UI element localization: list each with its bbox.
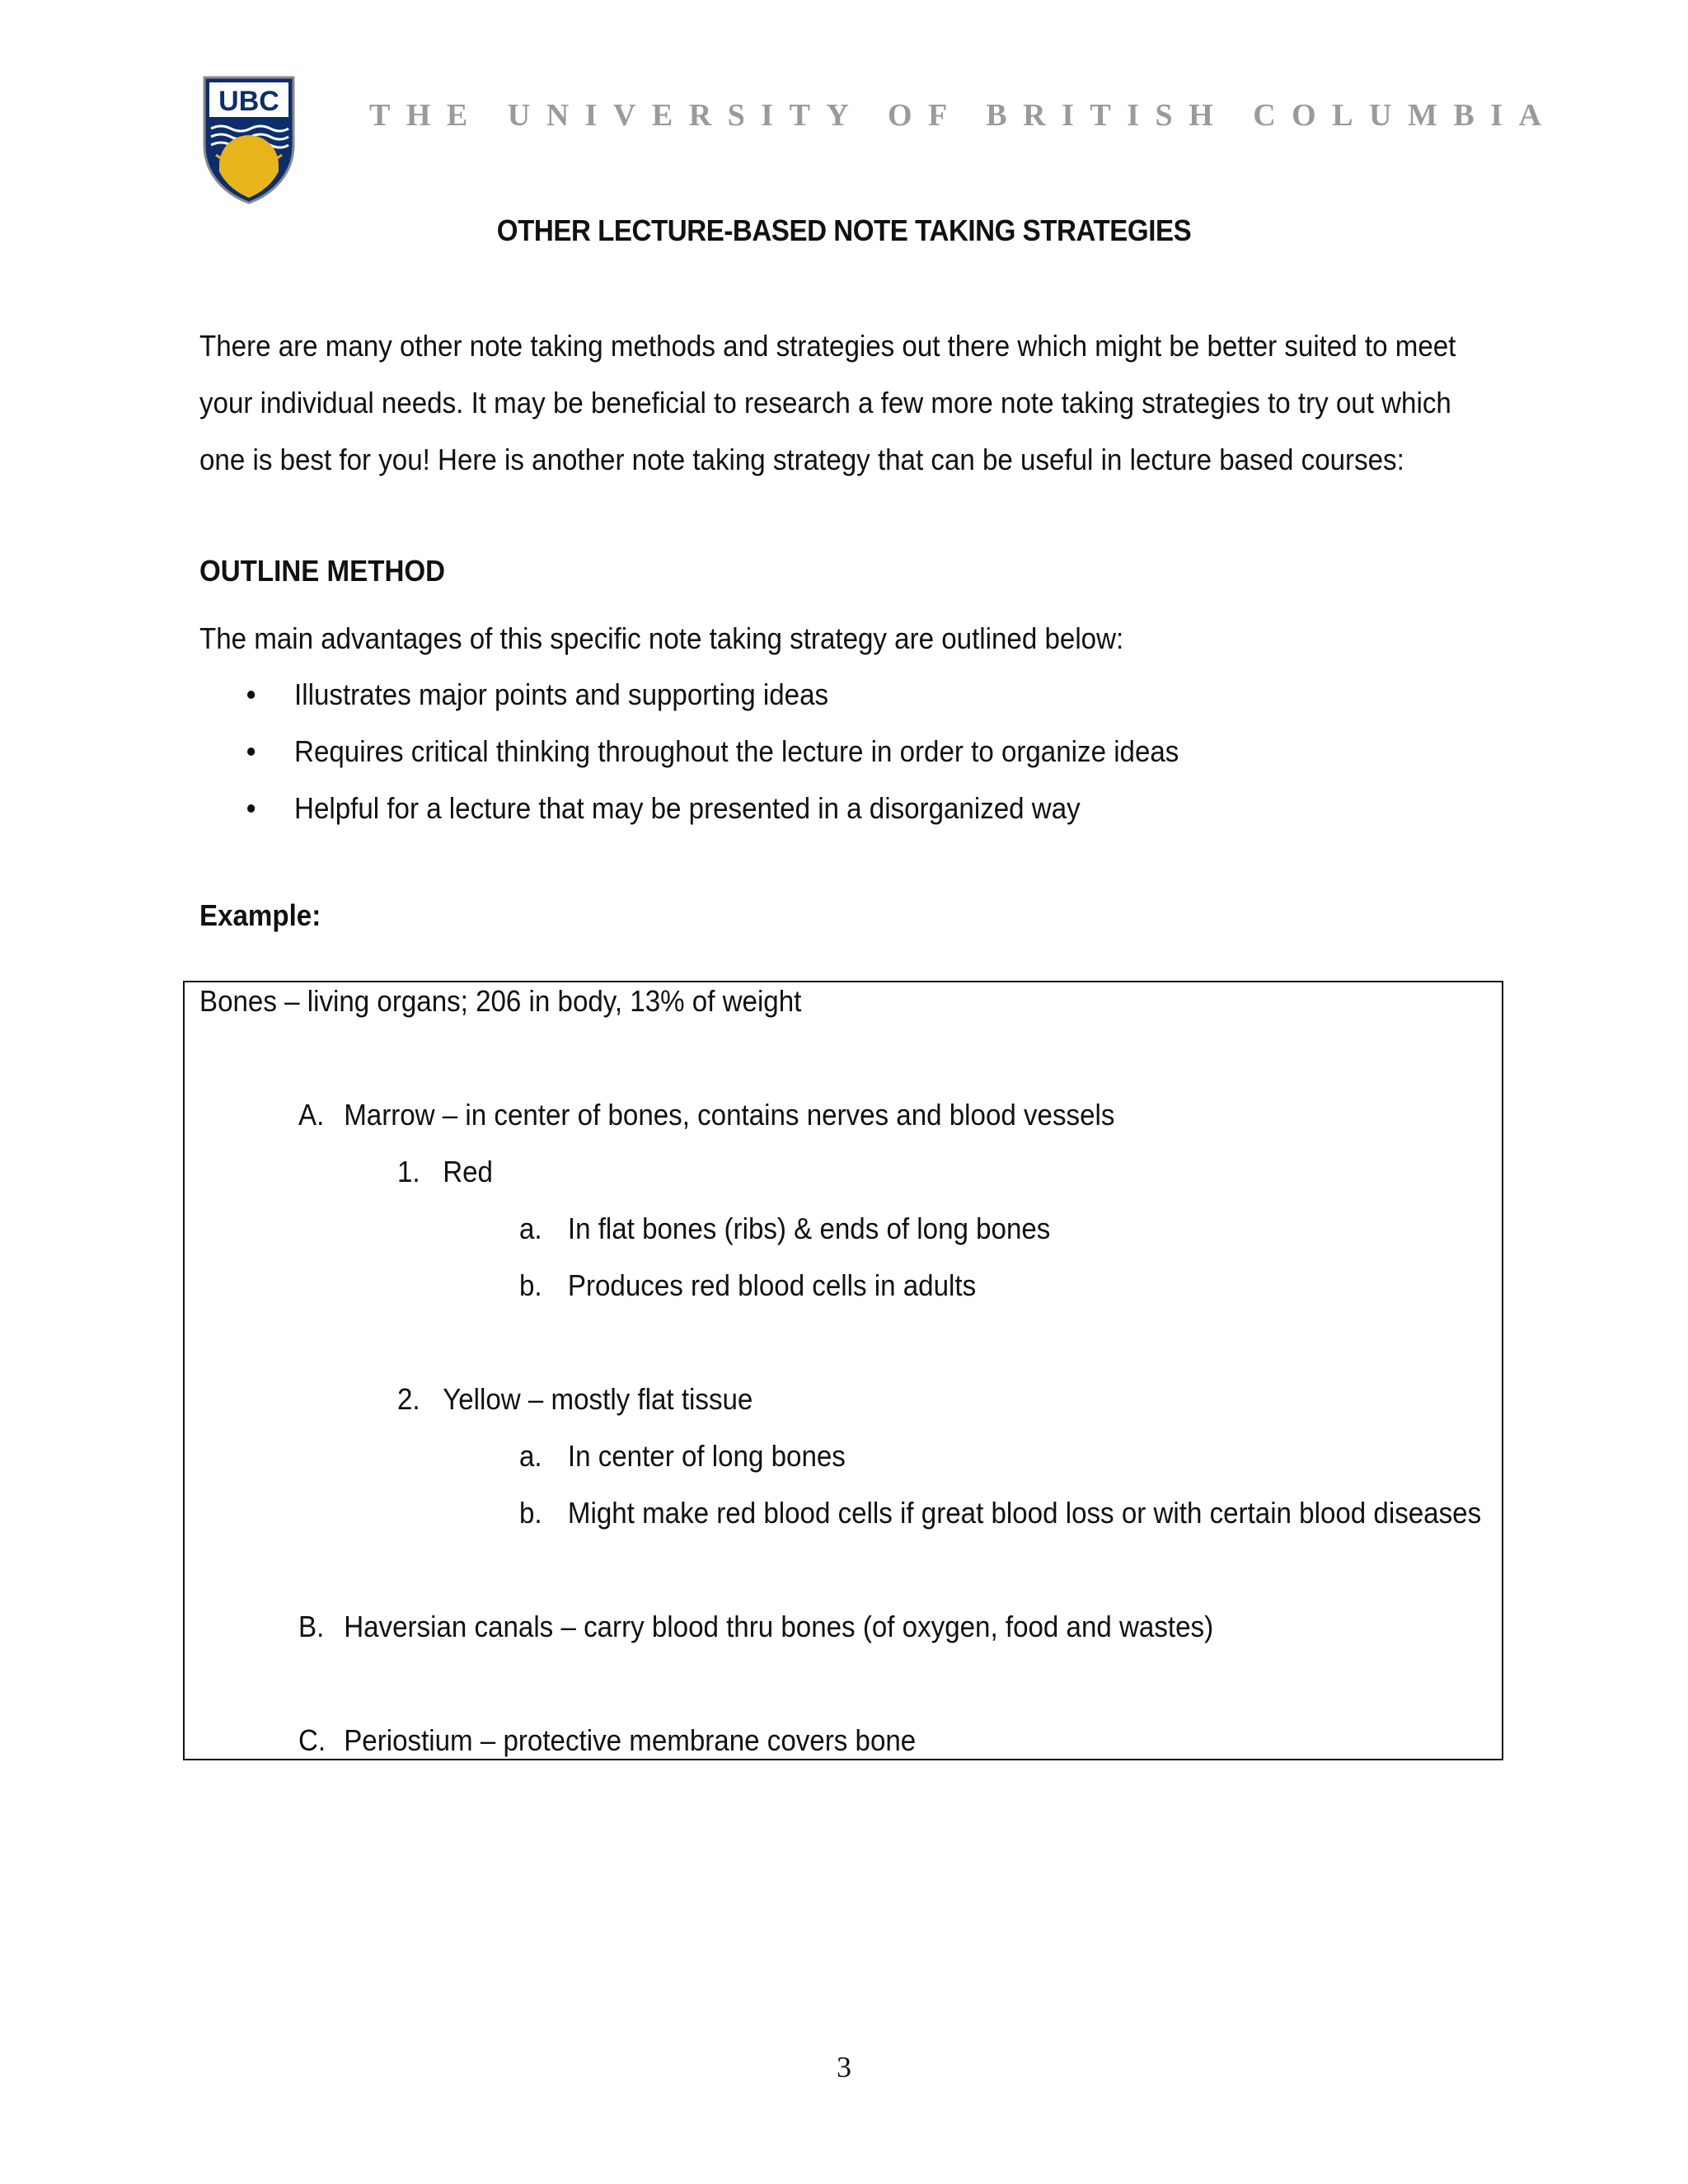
outline-item-A1a bbox=[519, 1212, 1050, 1246]
outline-text: Might make red blood cells if great blood loss or with certain blood diseases bbox=[567, 1496, 1482, 1530]
outline-item-A2b bbox=[519, 1496, 1481, 1530]
advantages-list bbox=[247, 666, 1179, 837]
outline-item-A1 bbox=[397, 1155, 493, 1189]
outline-text: Produces red blood cells in adults bbox=[567, 1268, 977, 1302]
outline-item-A bbox=[298, 1098, 1114, 1132]
example-topic: Bones – living organs; 206 in body, 13% of weight bbox=[199, 984, 802, 1018]
bullet-icon bbox=[247, 691, 255, 699]
list-item-text: Requires critical thinking throughout the lecture in order to organize ideas bbox=[294, 734, 1179, 768]
outline-marker: 1. bbox=[397, 1155, 420, 1188]
intro-line: There are many other note taking methods and strategies out there which might be better suited to meet bbox=[199, 329, 1456, 363]
list-item bbox=[247, 666, 1179, 723]
outline-text: In center of long bones bbox=[567, 1439, 846, 1473]
outline-item-C bbox=[298, 1723, 916, 1758]
list-item bbox=[247, 780, 1179, 837]
outline-item-A2 bbox=[397, 1382, 753, 1417]
outline-marker: a. bbox=[519, 1212, 542, 1245]
outline-text: Periostium – protective membrane covers bone bbox=[344, 1723, 917, 1757]
bullet-icon bbox=[247, 804, 255, 813]
intro-paragraph bbox=[199, 317, 1456, 488]
outline-method-heading: OUTLINE METHOD bbox=[199, 554, 446, 588]
outline-item-B bbox=[298, 1610, 1213, 1644]
outline-marker: a. bbox=[519, 1439, 542, 1473]
outline-text: Red bbox=[443, 1155, 493, 1188]
outline-text: Haversian canals – carry blood thru bones (of oxygen, food and wastes) bbox=[344, 1610, 1214, 1643]
list-item-text: Helpful for a lecture that may be presented in a disorganized way bbox=[294, 791, 1081, 825]
outline-marker: A. bbox=[298, 1098, 325, 1132]
intro-line: one is best for you! Here is another note taking strategy that can be useful in lecture based courses: bbox=[199, 443, 1404, 476]
ubc-logo bbox=[201, 74, 297, 206]
intro-line: your individual needs. It may be beneficial to research a few more note taking strategies to try out which bbox=[199, 386, 1451, 419]
outline-marker: 2. bbox=[397, 1382, 420, 1416]
outline-item-A1b bbox=[519, 1268, 976, 1303]
outline-item-A2a bbox=[519, 1439, 846, 1474]
bullet-icon bbox=[247, 748, 255, 756]
document-title: OTHER LECTURE-BASED NOTE TAKING STRATEGIES bbox=[496, 213, 1192, 247]
list-item-text: Illustrates major points and supporting ideas bbox=[294, 677, 829, 711]
logo-text: UBC bbox=[218, 86, 279, 117]
outline-text: Marrow – in center of bones, contains nerves and blood vessels bbox=[344, 1098, 1115, 1132]
example-heading: Example: bbox=[199, 898, 321, 932]
outline-marker: B. bbox=[298, 1610, 325, 1643]
list-item bbox=[247, 723, 1179, 780]
outline-marker: b. bbox=[519, 1496, 542, 1530]
advantages-intro: The main advantages of this specific note taking strategy are outlined below: bbox=[199, 621, 1124, 655]
page-number: 3 bbox=[837, 2050, 851, 2083]
university-name: THE UNIVERSITY OF BRITISH COLUMBIA bbox=[369, 98, 1558, 133]
outline-marker: b. bbox=[519, 1268, 542, 1302]
outline-marker: C. bbox=[298, 1723, 326, 1757]
outline-text: In flat bones (ribs) & ends of long bones bbox=[567, 1212, 1051, 1245]
outline-text: Yellow – mostly flat tissue bbox=[443, 1382, 753, 1416]
